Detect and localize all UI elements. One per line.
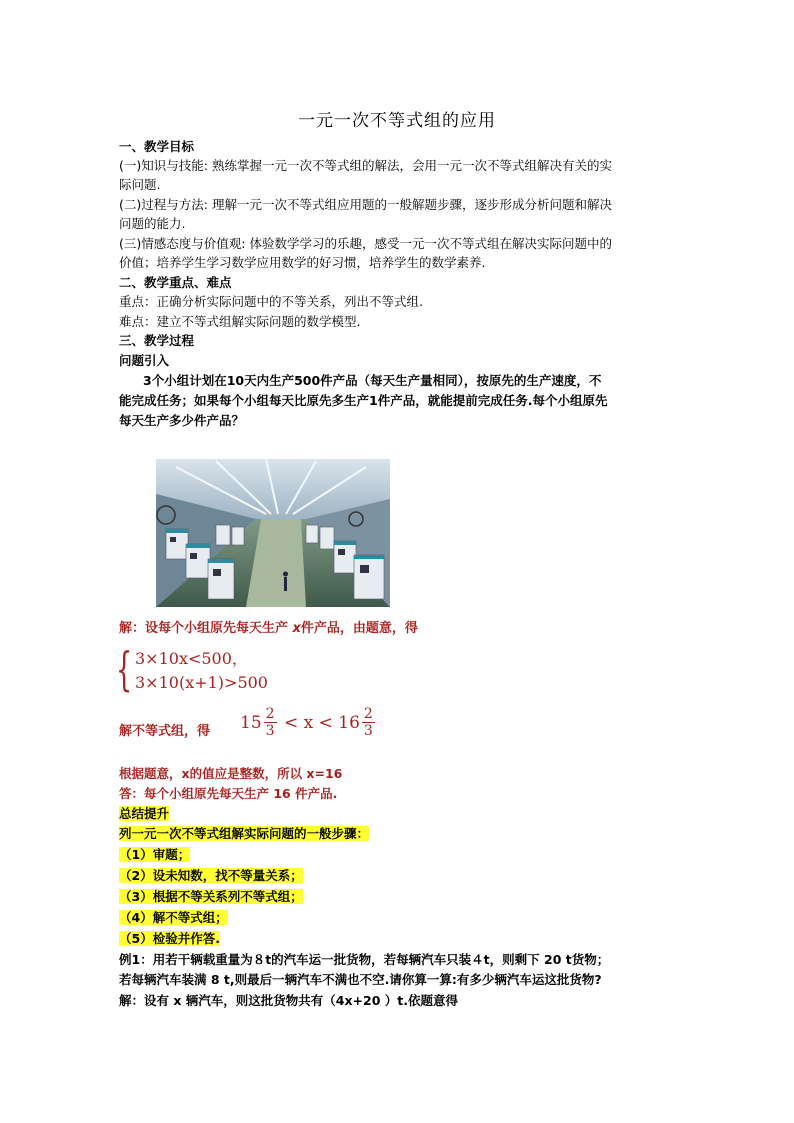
key-point: 重点：正确分析实际问题中的不等关系，列出不等式组. <box>119 294 423 309</box>
solution-setup-pre: 解：设每个小组原先每天生产 <box>119 621 293 636</box>
range-left-num: 2 <box>265 706 275 722</box>
goal-knowledge: (一)知识与技能: 熟练掌握一元一次不等式组的解法，会用一元一次不等式组解决有关的实 <box>119 158 612 173</box>
goal-process-cont: 问题的能力. <box>119 216 186 231</box>
range-right-whole: 16 <box>338 712 360 733</box>
intro-heading: 问题引入 <box>119 353 170 368</box>
summary-step-row <box>119 930 679 948</box>
goal-process: (二)过程与方法: 理解一元一次不等式组应用题的一般解题步骤，逐步形成分析问题和解决 <box>119 197 612 212</box>
summary-step: （1）审题； <box>119 847 191 862</box>
example-line-1: 例1：用若干辆载重量为８t的汽车运一批货物，若每辆汽车只装４t，则剩下 20 t货物； <box>119 952 610 967</box>
range-left-den: 3 <box>265 723 275 739</box>
summary-step-row <box>119 867 679 885</box>
summary-step-row <box>119 909 679 927</box>
example-line-3: 解：设有 x 辆汽车，则这批货物共有（4x+20 ）t.依题意得 <box>119 993 458 1008</box>
solution-setup-post: 件产品，由题意，得 <box>300 621 418 636</box>
summary-step: （2）设未知数，找不等量关系； <box>119 868 303 883</box>
goals-heading: 一、教学目标 <box>119 139 195 154</box>
goal-attitude: (三)情感态度与价值观: 体验数学学习的乐趣，感受一元一次不等式组在解决实际问题中的 <box>119 236 612 251</box>
difficult-point: 难点：建立不等式组解实际问题的数学模型. <box>119 314 361 329</box>
range-left-whole: 15 <box>240 712 262 733</box>
summary-intro: 列一元一次不等式组解实际问题的一般步骤： <box>119 826 370 841</box>
example-line-2: 若每辆汽车装满 8 t,则最后一辆汽车不满也不空.请你算一算:有多少辆汽车运这批货物? <box>119 972 602 987</box>
solve-label: 解不等式组，得 <box>119 724 211 739</box>
summary-intro-row <box>119 825 679 843</box>
solution-range <box>240 706 377 754</box>
solution-setup <box>119 620 679 638</box>
summary-heading: 总结提升 <box>119 806 170 821</box>
summary-step: （3）根据不等关系列不等式组； <box>119 889 303 904</box>
solution-answer: 答：每个小组原先每天生产 16 件产品. <box>119 786 338 801</box>
problem-line-1: 3个小组计划在10天内生产500件产品（每天生产量相同），按原先的生产速度，不 <box>143 373 602 388</box>
system-brace: { <box>116 642 133 696</box>
range-middle: < x < <box>278 712 339 733</box>
summary-step-row <box>119 888 679 906</box>
summary-step: （4）解不等式组； <box>119 910 228 925</box>
solution-conclusion: 根据题意，x的值应是整数，所以 x=16 <box>119 766 343 781</box>
range-left-fraction <box>264 706 277 739</box>
process-heading: 三、教学过程 <box>119 333 195 348</box>
range-right-fraction <box>362 706 375 739</box>
problem-line-2: 能完成任务；如果每个小组每天比原先多生产1件产品，就能提前完成任务.每个小组原先 <box>119 393 608 408</box>
key-heading: 二、教学重点、难点 <box>119 275 232 290</box>
factory-illustration <box>156 459 390 607</box>
inequality-1: 3×10x<500， <box>135 649 248 668</box>
summary-heading-row <box>119 805 679 823</box>
range-right-den: 3 <box>363 723 373 739</box>
page-title: 一元一次不等式组的应用 <box>298 111 496 131</box>
problem-line-3: 每天生产多少件产品？ <box>119 413 245 428</box>
range-right-num: 2 <box>363 706 373 722</box>
goal-knowledge-cont: 际问题. <box>119 177 161 192</box>
summary-step-row <box>119 846 679 864</box>
inequality-2: 3×10(x+1)>500 <box>135 673 268 692</box>
solution-var: x <box>292 621 301 636</box>
goal-attitude-cont: 价值；培养学生学习数学应用数学的好习惯，培养学生的数学素养. <box>119 255 486 270</box>
factory-photo <box>156 459 390 607</box>
summary-step: （5）检验并作答. <box>119 931 220 946</box>
